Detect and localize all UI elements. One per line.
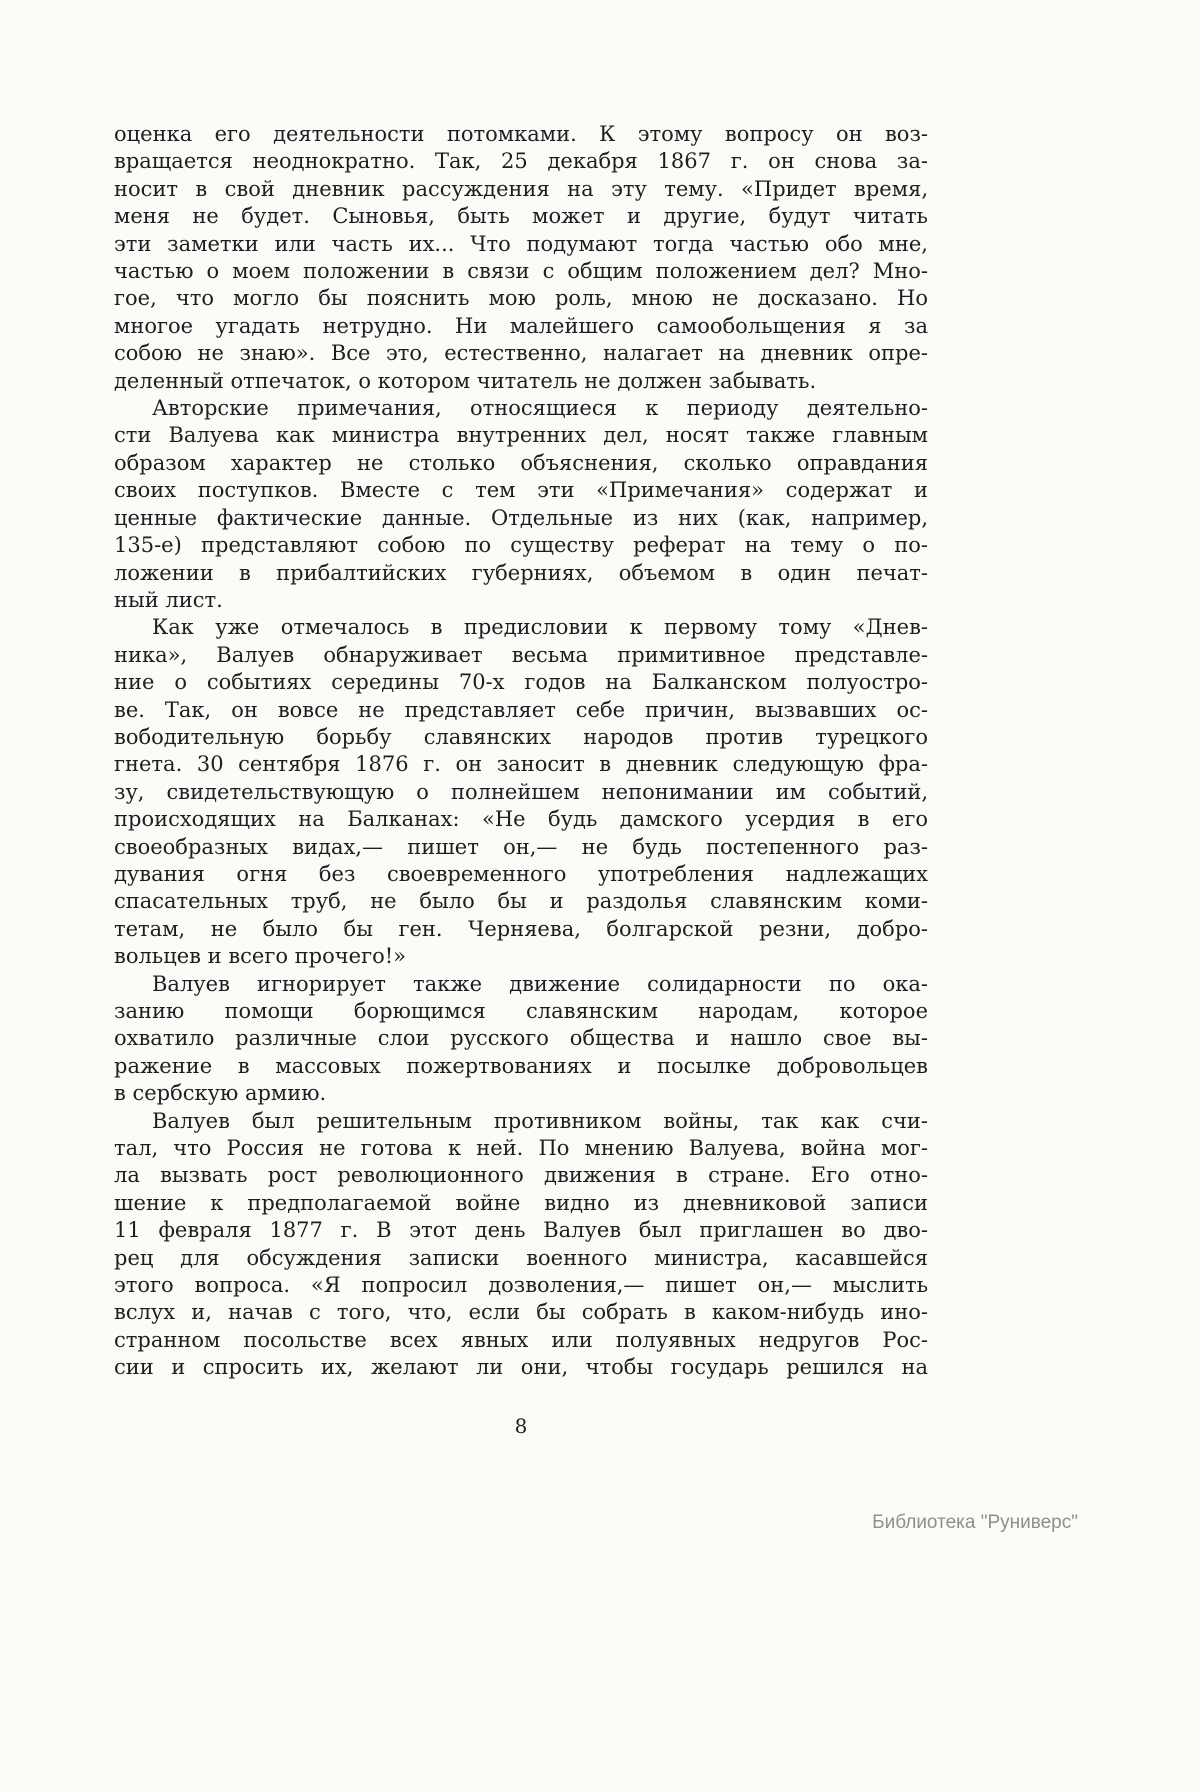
text-line: рец для обсуждения записки военного министра, касавшейся [114, 1245, 928, 1270]
text-line: сти Валуева как министра внутренних дел, носят также главным [114, 423, 928, 448]
paragraph [114, 614, 928, 970]
text-line: частью о моем положении в связи с общим положением дел? Мно- [114, 259, 928, 284]
text-line: Как уже отмечалось в предисловии к первому тому «Днев- [152, 615, 928, 640]
text-line: ражение в массовых пожертвованиях и посылке добровольцев [114, 1053, 928, 1078]
text-line: ла вызвать рост революционного движения в стране. Его отно- [114, 1163, 928, 1188]
text-line: гнета. 30 сентября 1876 г. он заносит в дневник следующую фра- [114, 752, 928, 777]
text-line: охватило различные слои русского общества и нашло свое вы- [114, 1026, 928, 1051]
text-line: ный лист. [114, 587, 223, 612]
text-line: шение к предполагаемой войне видно из дневниковой записи [114, 1190, 928, 1215]
text-line: гое, что могло бы пояснить мою роль, мною не досказано. Но [114, 286, 928, 311]
text-line: своеобразных видах,— пишет он,— не будь постепенного раз- [114, 834, 928, 859]
text-line: этого вопроса. «Я попросил дозволения,— пишет он,— мыслить [114, 1273, 928, 1298]
text-line: эти заметки или часть их... Что подумают тогда частью обо мне, [114, 231, 928, 256]
text-line: тал, что Россия не готова к ней. По мнению Валуева, война мог- [114, 1136, 928, 1161]
text-line: меня не будет. Сыновья, быть может и другие, будут читать [114, 204, 928, 229]
text-line: в сербскую армию. [114, 1081, 327, 1106]
text-line: собою не знаю». Все это, естественно, налагает на дневник опре- [114, 341, 928, 366]
text-line: вольцев и всего прочего!» [114, 944, 407, 969]
text-line: ложении в прибалтийских губерниях, объемом в один печат- [114, 560, 928, 585]
text-line: 135-е) представляют собою по существу реферат на тему о по- [114, 533, 928, 558]
text-line: странном посольстве всех явных или полуявных недругов Рос- [114, 1327, 928, 1352]
text-line: ве. Так, он вовсе не представляет себе причин, вызвавших ос- [114, 697, 928, 722]
text-line: спасательных труб, не было бы и раздолья славянским коми- [114, 889, 928, 914]
text-line: зу, свидетельствующую о полнейшем непонимании им событий, [114, 779, 928, 804]
page-text-block [114, 121, 928, 1382]
text-line: 11 февраля 1877 г. В этот день Валуев был приглашен во дво- [114, 1218, 928, 1243]
text-line: носит в свой дневник рассуждения на эту тему. «Придет время, [114, 176, 928, 201]
text-line: деленный отпечаток, о котором читатель не должен забывать. [114, 368, 817, 393]
text-line: ценные фактические данные. Отдельные из них (как, например, [114, 505, 928, 530]
text-line: вободительную борьбу славянских народов против турецкого [114, 724, 928, 749]
paragraph [114, 121, 928, 395]
text-line: вслух и, начав с того, что, если бы собрать в каком-нибудь ино- [114, 1300, 928, 1325]
text-line: Авторские примечания, относящиеся к периоду деятельно- [152, 396, 928, 421]
paragraph [114, 1108, 928, 1382]
text-line: ние о событиях середины 70-х годов на Балканском полуостро- [114, 670, 928, 695]
text-line: Валуев был решительным противником войны, так как счи- [152, 1108, 928, 1133]
text-line: вращается неоднократно. Так, 25 декабря 1867 г. он снова за- [114, 149, 928, 174]
text-line: ника», Валуев обнаруживает весьма примитивное представле- [114, 642, 928, 667]
paragraph [114, 971, 928, 1108]
watermark-library-credit: Библиотека "Руниверс" [872, 1512, 1078, 1533]
paragraph [114, 395, 928, 614]
page-number: 8 [514, 1414, 528, 1438]
text-line: Валуев игнорирует также движение солидарности по ока- [152, 971, 928, 996]
text-line: дувания огня без своевременного употребления надлежащих [114, 861, 928, 886]
text-line: оценка его деятельности потомками. К этому вопросу он воз- [114, 122, 928, 146]
text-line: происходящих на Балканах: «Не будь дамского усердия в его [114, 807, 928, 832]
text-line: образом характер не столько объяснения, сколько оправдания [114, 450, 928, 475]
text-line: сии и спросить их, желают ли они, чтобы государь решился на [114, 1355, 928, 1380]
text-line: тетам, не было бы ген. Черняева, болгарской резни, добро- [114, 916, 928, 941]
text-line: своих поступков. Вместе с тем эти «Примечания» содержат и [114, 478, 928, 503]
text-line: многое угадать нетрудно. Ни малейшего самообольщения я за [114, 313, 928, 338]
text-line: занию помощи борющимся славянским народам, которое [114, 999, 928, 1023]
